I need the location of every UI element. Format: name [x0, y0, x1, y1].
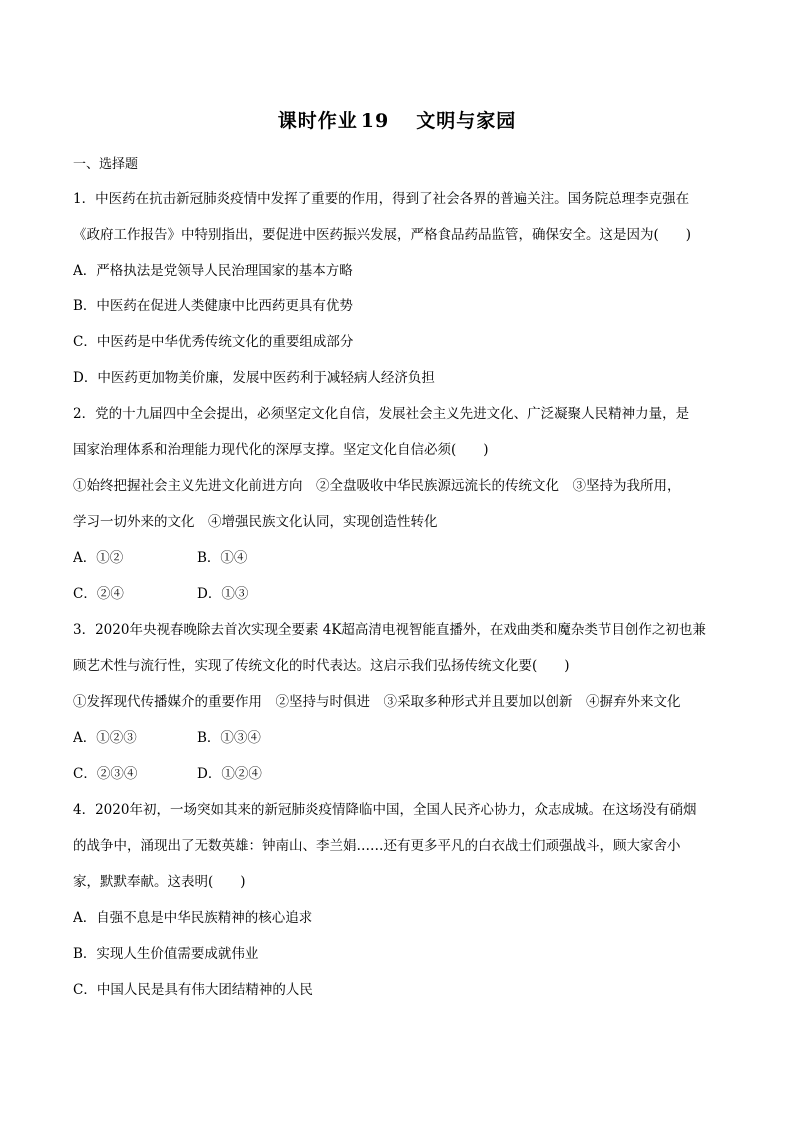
q1-option-b: B．中医药在促进人类健康中比西药更具有优势 — [73, 298, 353, 314]
q1-stem-line1: 1．中医药在抗击新冠肺炎疫情中发挥了重要的作用，得到了社会各界的普遍关注。国务院总理李克强在 — [73, 191, 690, 207]
q1-option-a: A．严格执法是党领导人民治理国家的基本方略 — [73, 263, 353, 279]
q4-option-a: A．自强不息是中华民族精神的核心追求 — [73, 910, 313, 926]
q3-option-b: B．①③④ — [197, 730, 261, 746]
q2-option-a: A．①② — [73, 550, 124, 566]
q2-option-c: C．②④ — [73, 586, 124, 602]
section-heading: 一、选择题 — [73, 157, 139, 172]
q3-options-cd — [73, 765, 723, 783]
q2-statements-line1: ①始终把握社会主义先进文化前进方向 ②全盘吸收中华民族源远流长的传统文化 ③坚持为我所用， — [73, 478, 681, 494]
q4-stem-line1: 4．2020年初，一场突如其来的新冠肺炎疫情降临中国，全国人民齐心协力，众志成城。在这场没有硝烟 — [73, 802, 697, 818]
q4-option-b: B．实现人生价值需要成就伟业 — [73, 946, 259, 962]
q1-stem-line2: 《政府工作报告》中特别指出，要促进中医药振兴发展，严格食品药品监管，确保安全。这是因为( ) — [73, 227, 692, 243]
q2-option-b: B．①④ — [197, 550, 248, 566]
q3-stem-line1: 3．2020年央视春晚除去首次实现全要素 4K超高清电视智能直播外，在戏曲类和魔杂类节目创作之初也兼 — [73, 622, 706, 638]
title-number: 19 — [360, 110, 390, 132]
q2-stem-line2: 国家治理体系和治理能力现代化的深厚支撑。坚定文化自信必须( ) — [73, 442, 489, 458]
q4-option-c: C．中国人民是具有伟大团结精神的人民 — [73, 982, 313, 998]
title-prefix: 课时作业 — [277, 110, 358, 132]
q3-statements: ①发挥现代传播媒介的重要作用 ②坚持与时俱进 ③采取多种形式并且要加以创新 ④摒弃外来文化 — [73, 694, 681, 710]
q2-options-cd — [73, 585, 723, 603]
q3-stem-line2: 顾艺术性与流行性，实现了传统文化的时代表达。这启示我们弘扬传统文化要( ) — [73, 658, 570, 674]
page-title — [0, 106, 794, 133]
q2-option-d: D．①③ — [197, 586, 249, 602]
q2-statements-line2: 学习一切外来的文化 ④增强民族文化认同，实现创造性转化 — [73, 514, 438, 530]
q3-options-ab — [73, 729, 723, 747]
q4-stem-line3: 家，默默奉献。这表明( ) — [73, 874, 246, 890]
title-name: 文明与家园 — [416, 110, 517, 132]
q3-option-c: C．②③④ — [73, 766, 138, 782]
q2-options-ab — [73, 549, 723, 567]
q1-option-d: D．中医药更加物美价廉，发展中医药利于减轻病人经济负担 — [73, 370, 435, 386]
q3-option-d: D．①②④ — [197, 766, 262, 782]
q4-stem-line2: 的战争中，涌现出了无数英雄：钟南山、李兰娟……还有更多平凡的白衣战士们顽强战斗，顾大家舍小 — [73, 838, 681, 854]
q3-option-a: A．①②③ — [73, 730, 137, 746]
q2-stem-line1: 2．党的十九届四中全会提出，必须坚定文化自信，发展社会主义先进文化、广泛凝聚人民精神力量，是 — [73, 406, 690, 422]
q1-option-c: C．中医药是中华优秀传统文化的重要组成部分 — [73, 334, 354, 350]
